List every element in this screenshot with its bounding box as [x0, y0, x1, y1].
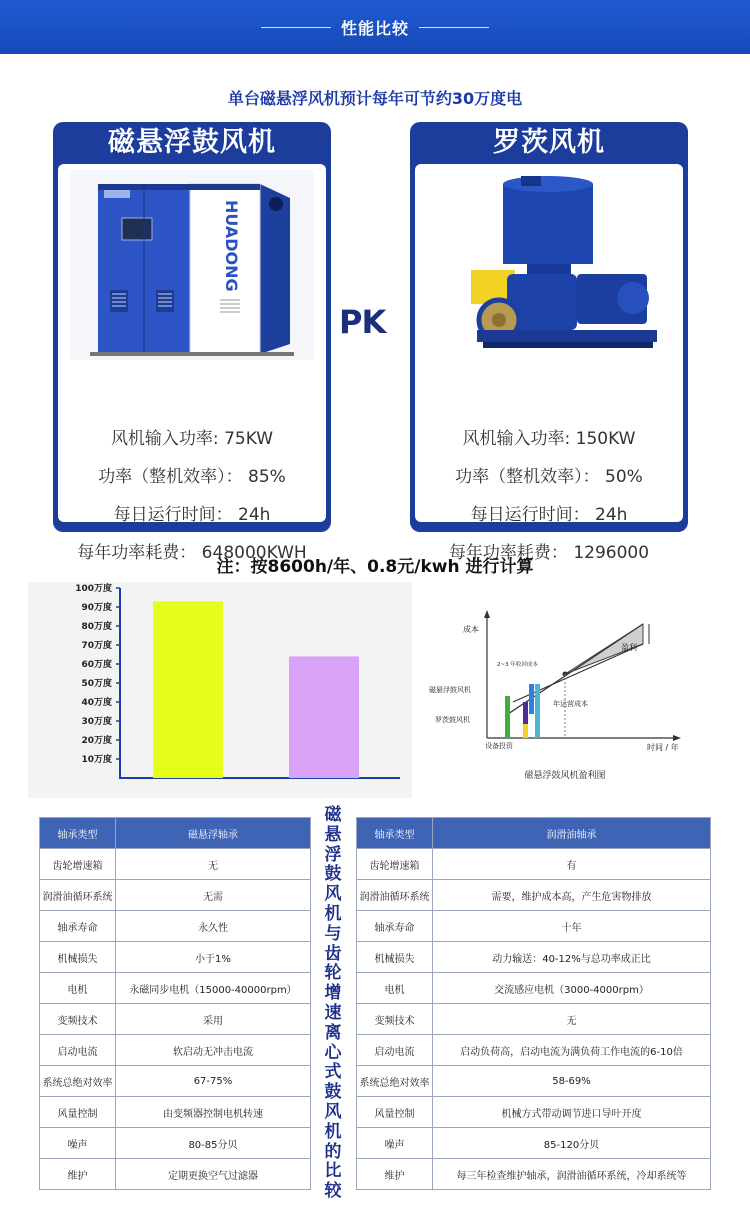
table-cell-value: 58-69%: [432, 1066, 710, 1097]
table-row: [357, 1128, 711, 1159]
table-cell-value: 无: [115, 849, 310, 880]
table-row: [357, 1035, 711, 1066]
table-cell-value: 交流感应电机（3000-4000rpm）: [432, 973, 710, 1004]
vertical-title-char: 机: [324, 903, 342, 924]
table-cell-label: 风量控制: [357, 1097, 433, 1128]
bar-cyan: [535, 684, 540, 738]
table-cell-label: 电机: [357, 973, 433, 1004]
vertical-title-char: 式: [324, 1062, 342, 1083]
pk-label: PK: [339, 303, 386, 341]
bar-yellow: [523, 724, 528, 738]
table-cell-value: 润滑油轴承: [432, 818, 710, 849]
table-cell-label: 风量控制: [40, 1097, 116, 1128]
table-cell-label: 轴承寿命: [357, 911, 433, 942]
spec-runtime: 每日运行时间： 24h: [470, 505, 628, 525]
profit-diagram: [425, 598, 705, 788]
table-cell-value: 采用: [115, 1004, 310, 1035]
vertical-title-char: 机: [324, 1121, 342, 1142]
calculation-note: 注：按8600h/年、0.8元/kwh 进行计算: [216, 557, 534, 577]
chart-bar: [289, 656, 359, 778]
banner-line-left: [261, 27, 331, 28]
table-row: [357, 942, 711, 973]
table-cell-value: 永久性: [115, 911, 310, 942]
table-cell-label: 轴承类型: [40, 818, 116, 849]
table-cell-label: 机械损失: [40, 942, 116, 973]
diagram-y-label: 成本: [463, 625, 479, 634]
table-cell-label: 变频技术: [357, 1004, 433, 1035]
table-cell-value: 67-75%: [115, 1066, 310, 1097]
bar-purple: [523, 702, 528, 724]
table-cell-value: 定期更换空气过滤器: [115, 1159, 310, 1190]
vertical-title-char: 风: [324, 1101, 342, 1122]
table-header-row: [40, 818, 311, 849]
table-row: [40, 973, 311, 1004]
maglev-spec-table: [39, 817, 311, 1190]
section-banner: [0, 0, 750, 54]
vertical-title-char: 增: [324, 983, 342, 1004]
vertical-title-char: 鼓: [324, 864, 342, 885]
card-body: [58, 164, 326, 563]
energy-bar-chart: [28, 582, 412, 798]
table-row: [40, 1159, 311, 1190]
table-cell-label: 润滑油循环系统: [40, 880, 116, 911]
vertical-title-char: 风: [324, 884, 342, 905]
vertical-title-char: 速: [324, 1002, 342, 1023]
spec-annual-consumption: 每年功率耗费： 648000KWH: [77, 543, 307, 563]
table-cell-label: 齿轮增速箱: [40, 849, 116, 880]
roots-blower-image: [427, 170, 671, 360]
diagram-x-label: 时间 / 年: [647, 743, 679, 752]
diagram-breakeven-label: 2~3 年收回成本: [497, 662, 538, 668]
table-row: [40, 1128, 311, 1159]
table-cell-value: 需要，维护成本高，产生危害物排放: [432, 880, 710, 911]
card-roots-blower: [410, 122, 688, 563]
y-tick-label: 50万度: [81, 679, 112, 689]
y-tick-label: 100万度: [75, 584, 112, 594]
table-row: [357, 1004, 711, 1035]
table-cell-value: 有: [432, 849, 710, 880]
vertical-title-char: 的: [324, 1141, 342, 1162]
table-row: [40, 1004, 311, 1035]
table-cell-label: 机械损失: [357, 942, 433, 973]
table-cell-value: 动力输送：40-12%与总功率成正比: [432, 942, 710, 973]
spec-runtime: 每日运行时间： 24h: [113, 505, 271, 525]
table-cell-value: 无: [432, 1004, 710, 1035]
diagram-caption: 磁悬浮鼓风机盈利图: [524, 771, 606, 781]
y-tick-label: 70万度: [81, 641, 112, 651]
table-row: [40, 1097, 311, 1128]
table-cell-value: 软启动无冲击电流: [115, 1035, 310, 1066]
banner-title: 性能比较: [340, 18, 409, 38]
banner-line-right: [419, 27, 489, 28]
vertical-title-char: 轮: [324, 963, 342, 984]
table-cell-label: 启动电流: [357, 1035, 433, 1066]
vertical-title-char: 较: [324, 1181, 342, 1202]
table-row: [40, 911, 311, 942]
vertical-title-char: 悬: [324, 824, 342, 845]
spec-input-power: 风机输入功率: 75KW: [110, 429, 274, 449]
table-cell-value: 磁悬浮轴承: [115, 818, 310, 849]
diagram-roots-label: 罗茨鼓风机: [435, 716, 470, 724]
table-header-row: [357, 818, 711, 849]
y-tick-label: 90万度: [81, 603, 112, 613]
table-row: [357, 849, 711, 880]
table-row: [40, 1066, 311, 1097]
vertical-title-char: 心: [324, 1042, 342, 1063]
table-cell-label: 系统总绝对效率: [40, 1066, 116, 1097]
table-cell-label: 润滑油循环系统: [357, 880, 433, 911]
headline: 单台磁悬浮风机预计每年可节约30万度电: [227, 89, 523, 108]
table-cell-label: 系统总绝对效率: [357, 1066, 433, 1097]
table-row: [357, 1097, 711, 1128]
spec-efficiency: 功率（整机效率）： 50%: [455, 467, 643, 487]
table-cell-value: 十年: [432, 911, 710, 942]
table-cell-label: 变频技术: [40, 1004, 116, 1035]
table-cell-label: 维护: [357, 1159, 433, 1190]
table-row: [40, 849, 311, 880]
table-cell-value: 启动负荷高，启动电流为满负荷工作电流的6-10倍: [432, 1035, 710, 1066]
table-row: [357, 911, 711, 942]
card-title: 磁悬浮鼓风机: [108, 127, 276, 158]
table-cell-label: 电机: [40, 973, 116, 1004]
diagram-profit-label: 盈利: [621, 643, 637, 652]
table-cell-value: 85-120分贝: [432, 1128, 710, 1159]
table-row: [357, 1066, 711, 1097]
gearbox-spec-table: [356, 817, 711, 1190]
card-maglev-blower: [53, 122, 331, 563]
table-row: [357, 880, 711, 911]
y-tick-label: 30万度: [81, 717, 112, 727]
vertical-title-char: 与: [324, 923, 342, 944]
table-cell-label: 维护: [40, 1159, 116, 1190]
y-tick-label: 10万度: [81, 755, 112, 765]
table-row: [40, 942, 311, 973]
y-tick-label: 60万度: [81, 660, 112, 670]
table-cell-label: 齿轮增速箱: [357, 849, 433, 880]
card-title: 罗茨风机: [493, 127, 605, 158]
vertical-title-char: 磁: [324, 805, 342, 825]
spec-annual-consumption: 每年功率耗费： 1296000: [448, 543, 650, 563]
table-cell-value: 机械方式带动调节进口导叶开度: [432, 1097, 710, 1128]
y-tick-label: 20万度: [81, 736, 112, 746]
diagram-annual-cost-label: 年运营成本: [553, 700, 588, 708]
brand-text: HUADONG: [222, 200, 241, 292]
table-cell-value: 永磁同步电机（15000-40000rpm）: [115, 973, 310, 1004]
vertical-title-char: 浮: [324, 844, 342, 865]
y-tick-label: 80万度: [81, 622, 112, 632]
card-body: [415, 164, 683, 563]
bar-green: [505, 696, 510, 738]
spec-input-power: 风机输入功率: 150KW: [462, 429, 636, 449]
table-cell-value: 无需: [115, 880, 310, 911]
vertical-title-char: 鼓: [324, 1082, 342, 1103]
spec-efficiency: 功率（整机效率）： 85%: [98, 467, 286, 487]
table-cell-label: 轴承寿命: [40, 911, 116, 942]
vertical-title-char: 比: [324, 1161, 342, 1182]
table-cell-value: 小于1%: [115, 942, 310, 973]
table-row: [357, 1159, 711, 1190]
y-tick-label: 40万度: [81, 698, 112, 708]
chart-bar: [153, 601, 223, 778]
table-cell-value: 80-85分贝: [115, 1128, 310, 1159]
bar-chart-svg: [28, 582, 412, 798]
diagram-investment-label: 设备投资: [485, 742, 513, 750]
table-row: [40, 1035, 311, 1066]
diagram-maglev-label: 磁悬浮鼓风机: [429, 686, 471, 694]
table-cell-label: 启动电流: [40, 1035, 116, 1066]
table-cell-label: 噪声: [40, 1128, 116, 1159]
table-cell-label: 轴承类型: [357, 818, 433, 849]
vertical-title-char: 离: [324, 1022, 342, 1043]
vertical-title-char: 齿: [324, 943, 342, 964]
table-cell-value: 每三年检查维护轴承，润滑油循环系统，冷却系统等: [432, 1159, 710, 1190]
maglev-blower-image: [70, 170, 314, 360]
bar-blue: [529, 684, 534, 714]
table-row: [357, 973, 711, 1004]
table-cell-label: 噪声: [357, 1128, 433, 1159]
table-cell-value: 由变频器控制电机转速: [115, 1097, 310, 1128]
vertical-comparison-title: [321, 806, 345, 1202]
table-row: [40, 880, 311, 911]
